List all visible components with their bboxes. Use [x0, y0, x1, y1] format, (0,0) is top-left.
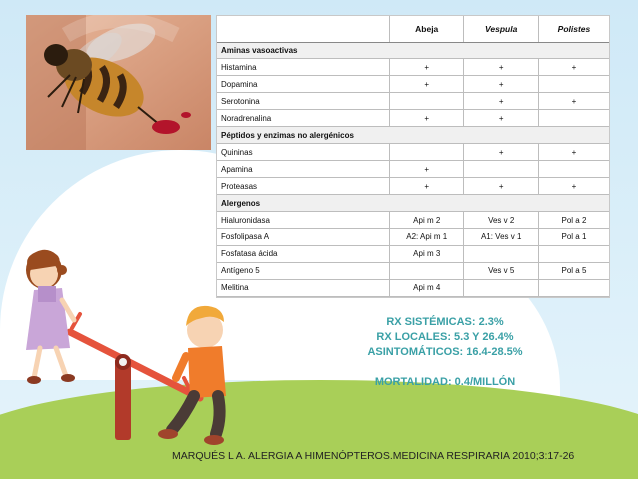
cell-vespula: + [464, 59, 538, 76]
cell-vespula: Ves v 5 [464, 262, 538, 279]
table-row [217, 245, 609, 262]
stat-mortality: MORTALIDAD: 0.4/MILLÓN [374, 376, 516, 388]
cell-polistes [538, 245, 609, 262]
section-title: Alergenos [217, 195, 389, 212]
column-header-polistes: Polistes [538, 16, 609, 42]
cell-abeja [389, 144, 463, 161]
table-section-row [217, 42, 609, 59]
cell-vespula: + [464, 178, 538, 195]
cell-polistes: Pol a 2 [538, 212, 609, 229]
table-row [217, 76, 609, 93]
cell-abeja [389, 93, 463, 110]
cell-abeja: + [389, 110, 463, 127]
row-component-name: Fosfatasa ácida [217, 245, 389, 262]
reaction-stats [340, 315, 550, 390]
cell-polistes [538, 110, 609, 127]
cell-polistes: + [538, 144, 609, 161]
stat-local-reactions: RX LOCALES: 5.3 Y 26.4% [376, 331, 514, 343]
row-component-name: Apamina [217, 161, 389, 178]
column-header-abeja: Abeja [389, 16, 463, 42]
citation: MARQUÉS L A. ALERGIA A HIMENÓPTEROS.MEDICINA RESPIRARIA 2010;3:17-26 [172, 450, 575, 462]
cell-vespula [464, 279, 538, 296]
cell-vespula: + [464, 76, 538, 93]
row-component-name: Dopamina [217, 76, 389, 93]
section-title: Aminas vasoactivas [217, 42, 389, 59]
bee-photo [26, 15, 211, 150]
table-row [217, 110, 609, 127]
venom-composition-table [216, 15, 610, 298]
row-component-name: Serotonina [217, 93, 389, 110]
cell-abeja: + [389, 59, 463, 76]
cell-vespula: Ves v 2 [464, 212, 538, 229]
section-title: Péptidos y enzimas no alergénicos [217, 127, 389, 144]
table-row [217, 279, 609, 296]
row-component-name: Histamina [217, 59, 389, 76]
stat-systemic-reactions: RX SISTÉMICAS: 2.3% [386, 316, 504, 328]
table-body [217, 42, 609, 297]
cell-vespula: + [464, 93, 538, 110]
cell-vespula: A1: Ves v 1 [464, 228, 538, 245]
cell-vespula: + [464, 144, 538, 161]
table-row [217, 212, 609, 229]
cell-abeja: Api m 4 [389, 279, 463, 296]
row-component-name: Hialuronidasa [217, 212, 389, 229]
column-header-component [217, 16, 389, 42]
table-row [217, 228, 609, 245]
children-seesaw-illustration [0, 240, 240, 450]
table-row [217, 93, 609, 110]
cell-abeja: + [389, 161, 463, 178]
cell-abeja: + [389, 76, 463, 93]
cell-vespula [464, 161, 538, 178]
row-component-name: Noradrenalina [217, 110, 389, 127]
row-component-name: Antígeno 5 [217, 262, 389, 279]
cell-polistes: Pol a 5 [538, 262, 609, 279]
table-row [217, 178, 609, 195]
cell-vespula: + [464, 110, 538, 127]
cell-abeja: A2: Api m 1 [389, 228, 463, 245]
row-component-name: Fosfolipasa A [217, 228, 389, 245]
row-component-name: Melitina [217, 279, 389, 296]
cell-polistes: + [538, 59, 609, 76]
table-section-row [217, 195, 609, 212]
cell-polistes: + [538, 93, 609, 110]
table-row [217, 144, 609, 161]
row-component-name: Quininas [217, 144, 389, 161]
table-row [217, 161, 609, 178]
cell-polistes [538, 279, 609, 296]
table-row [217, 262, 609, 279]
table-header-row [217, 16, 609, 42]
cell-abeja: Api m 2 [389, 212, 463, 229]
stat-asymptomatic: ASINTOMÁTICOS: 16.4-28.5% [367, 346, 523, 358]
table [217, 16, 609, 297]
cell-polistes: + [538, 178, 609, 195]
cell-abeja: + [389, 178, 463, 195]
row-component-name: Proteasas [217, 178, 389, 195]
table-row [217, 59, 609, 76]
cell-polistes [538, 161, 609, 178]
cell-abeja [389, 262, 463, 279]
cell-polistes: Pol a 1 [538, 228, 609, 245]
cell-polistes [538, 76, 609, 93]
column-header-vespula: Vespula [464, 16, 538, 42]
table-section-row [217, 127, 609, 144]
cell-vespula [464, 245, 538, 262]
cell-abeja: Api m 3 [389, 245, 463, 262]
